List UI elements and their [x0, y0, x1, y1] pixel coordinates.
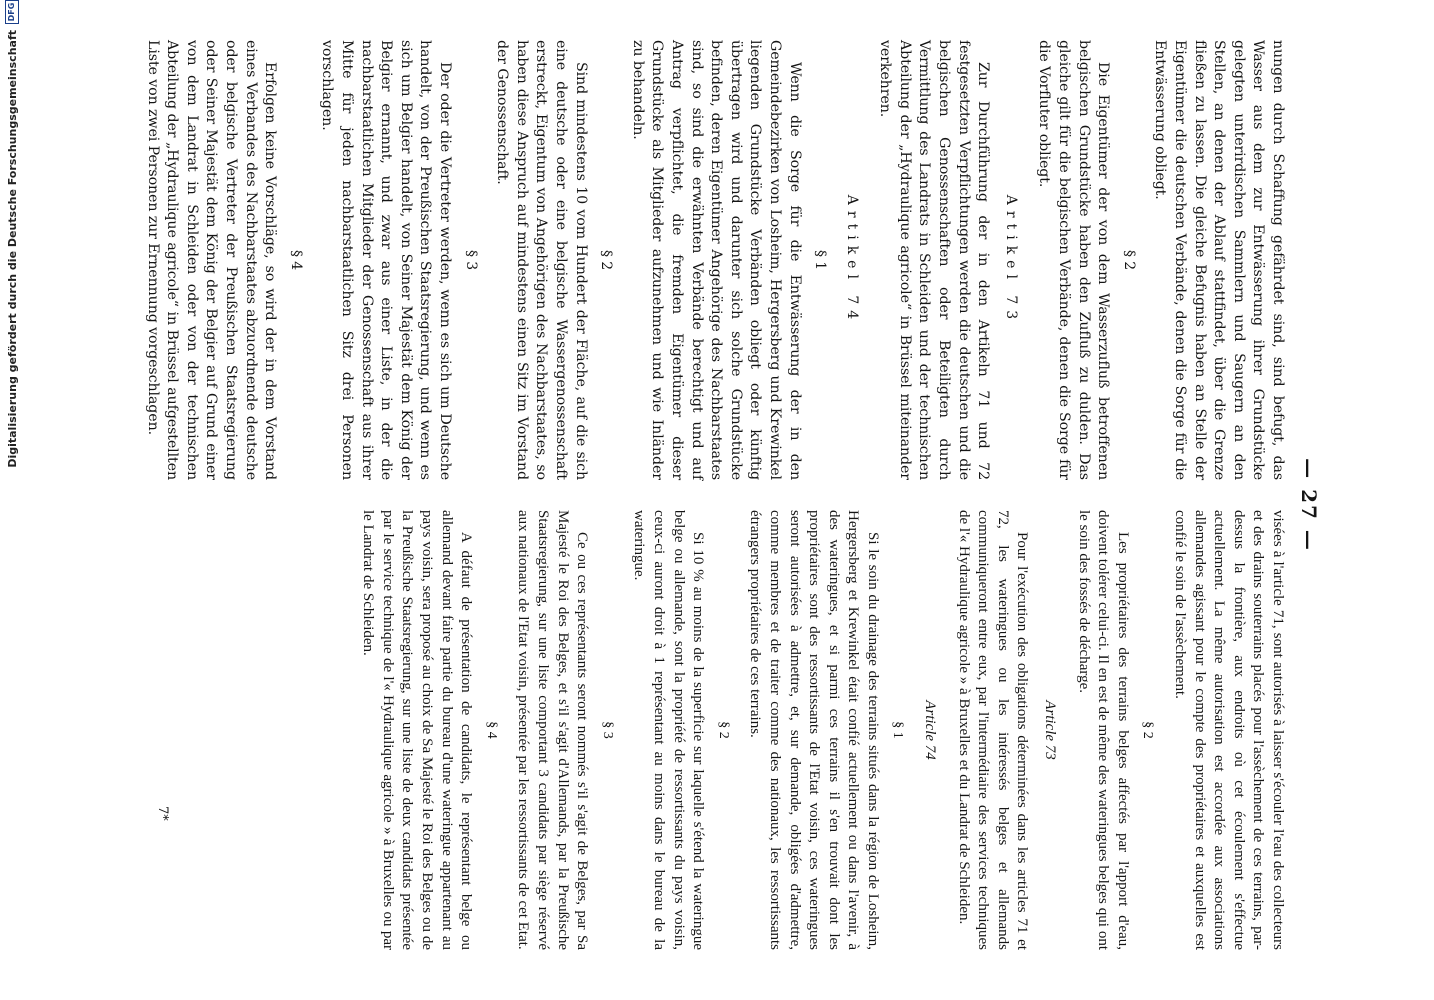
signature-mark: 7* [155, 806, 170, 821]
german-paragraph: Der oder die Vertreter werden, wenn es sich um Deutsche handelt, von der Preußischen Staatsregierung, und wenn es sich um Belgier handelt, von Seiner Majestät dem König der Belgier ernannt, und zwar aus einer Liste, in der die nachbarstaatlichen Mitglieder der Genossenschaft aus ihrer Mitte für jeden nachbarstaatlichen Sitz drei Personen vorschlagen. [319, 40, 454, 480]
german-paragraph: Die Eigentümer der von dem Wasserzufluß betroffenen belgischen Grundstücke haben den Zufluß zu dulden. Das gleiche gilt für die belgischen Verbände, denen die Sorge für die Vorfluter obliegt. [1036, 40, 1112, 480]
german-section-heading: § 4 [287, 249, 304, 271]
german-section-heading: § 1 [812, 249, 829, 271]
german-paragraph: Erfolgen keine Vorschläge, so wird der in dem Vorstand eines Verbandes des Nachbarstaates abzuordnende deutsche oder belgische Vertreter der Preußischen Staatsregierung oder Seiner Majestät dem König der Belgier auf Grund einer von dem Landrat in Schleiden oder von der technischen Abteilung der „Hydraulique agricole“ in Brüssel aufgestellten Liste von zwei Personen zur Ernennung vorgeschlagen. [144, 40, 279, 480]
french-paragraph: Ce ou ces représentants seront nommés s'il s'agit de Belges, par Sa Majesté le Roi des Belges, et s'il s'agit d'Allemands, par la Preußische Staatsregierung, sur une liste comportant 3 candidats par siège réservé aux nationaux de l'Etat voisin, présentée par les ressortissants de cet Etat. [515, 510, 591, 950]
french-paragraph: Les propriétaires des terrains belges affectés par l'apport d'eau, doivent tolérer celui-ci. Il en est de même des wateringues belges qui ont le soin des fossés de décharge. [1075, 510, 1131, 950]
french-column [358, 510, 1287, 950]
german-section-heading: § 2 [1120, 249, 1137, 271]
german-paragraph: Wenn die Sorge für die Entwässerung der in den Gemeindebezirken von Losheim, Hergersberg und Krewinkel liegenden Grundstücke Verbänden obliegt oder künftig übertragen wird und darunter sich solche Grundstücke befinden, deren Eigentümer Angehörige des Nachbarstaates sind, so sind die erwähnten Verbände berechtigt und auf Antrag verpflichtet, die fremden Eigentümer dieser Grundstücke als Mitglieder aufzunehmen und wie Inländer zu behandeln. [629, 40, 803, 480]
german-article-heading: Artikel 73 [1002, 194, 1019, 326]
german-paragraph: Zur Durchführung der in den Artikeln 71 und 72 festgesetzten Verpflichtungen werden die deutschen und die belgischen Genossenschaften oder Beteiligten durch Vermittlung des Landrats in Schleiden und der technischen Abteilung der „Hydraulique agricole“ in Brüssel miteinander verkehren. [877, 40, 992, 480]
french-section-heading: § 3 [599, 721, 615, 739]
french-paragraph: Si 10 % au moins de la superficie sur laquelle s'étend la wateringue belge ou allemande, sont la propriété de ressortissants du pays voisin, ceux-ci auront droit à 1 représentant au moins dans le bureau de la wateringue. [631, 510, 707, 950]
french-section-heading: § 4 [483, 721, 499, 739]
french-paragraph: A défaut de présentation de candidats, le représentant belge ou allemand devant faire partie du bureau d'une wateringue appartenant au pays voisin, sera proposé au choix de Sa Majesté le Roi des Belges ou de la Preußische Staatsregierung, sur une liste de deux candidats présentée par le service technique de l'« Hydraulique agricole » à Bruxelles ou par le Landrat de Schleiden. [360, 510, 475, 950]
french-article-heading: Article 74 [922, 700, 939, 760]
german-section-heading: § 3 [462, 249, 479, 271]
french-section-heading: § 1 [890, 721, 906, 739]
french-section-heading: § 2 [715, 721, 731, 739]
french-section-heading: § 2 [1140, 721, 1156, 739]
french-paragraph: Pour l'exécution des obligations déterminées dans les articles 71 et 72, les wateringues ou les intéressés belges et allemands communiqueront entre eux, par l'intermédiaire des services techniques de l'« Hydraulique agricole » à Bruxelles et du Landrat de Schleiden. [955, 510, 1031, 950]
french-article-heading: Article 73 [1042, 700, 1059, 760]
dfg-logo-icon: DFG [5, 0, 19, 24]
treaty-page [101, 10, 1335, 1000]
german-article-heading: Artikel 74 [843, 194, 860, 326]
page-number: — 27 — [1297, 458, 1321, 552]
german-paragraph: Sind mindestens 10 vom Hundert der Fläche, auf die sich eine deutsche oder eine belgische Wassergenossenschaft erstreckt, Eigentum von Angehörigen des Nachbarstaates, so haben diese Anspruch auf mindestens einen Sitz im Vorstand der Genossenschaft. [494, 40, 589, 480]
german-intro: nungen durch Schaffung gefährdet sind, sind befugt, das Wasser aus dem zur Entwässerung ihrer Grundstücke gelegten unterirdischen Sammlern und Saugern an den Stellen, an denen der Ablauf stattfindet, über die Grenze fließen zu lassen. Die gleiche Befugnis haben an Stelle der Eigentümer die deutschen Verbände, denen die Sorge für die Entwässerung obliegt. [1152, 40, 1286, 480]
digitization-credit: Digitalisierung gefördert durch die Deutsche Forschungsgemeinschaft [5, 30, 19, 468]
digitization-footer [2, 0, 22, 990]
french-paragraph: Si le soin du drainage des terrains situés dans la région de Losheim, Hergersberg et Krewinkel était confié actuellement ou dans l'avenir, à des wateringues, et si parmi ces terrains il s'en trouvait dont les propriétaires sont des ressortissants de l'Etat voisin, ces wateringues seront autorisées à admettre, et, sur demande, obligées d'admettre, comme membres et de traiter comme des nationaux, les ressortissants étrangers propriétaires de ces terrains. [747, 510, 881, 950]
german-section-heading: § 2 [598, 249, 615, 271]
german-column [142, 40, 1287, 480]
french-intro: visées à l'article 71, sont autorisés à laisser s'écouler l'eau des collecteurs et des drains souterrains placés pour l'assèchement de ces terrains, par-dessus la frontière, aux endroits où cet écoulement s'effectue actuellement. La même autorisation est accordée aux associations allemandes agissant pour le compte des propriétaires et auxquelles est confié le soin de l'assèchement. [1172, 510, 1286, 950]
